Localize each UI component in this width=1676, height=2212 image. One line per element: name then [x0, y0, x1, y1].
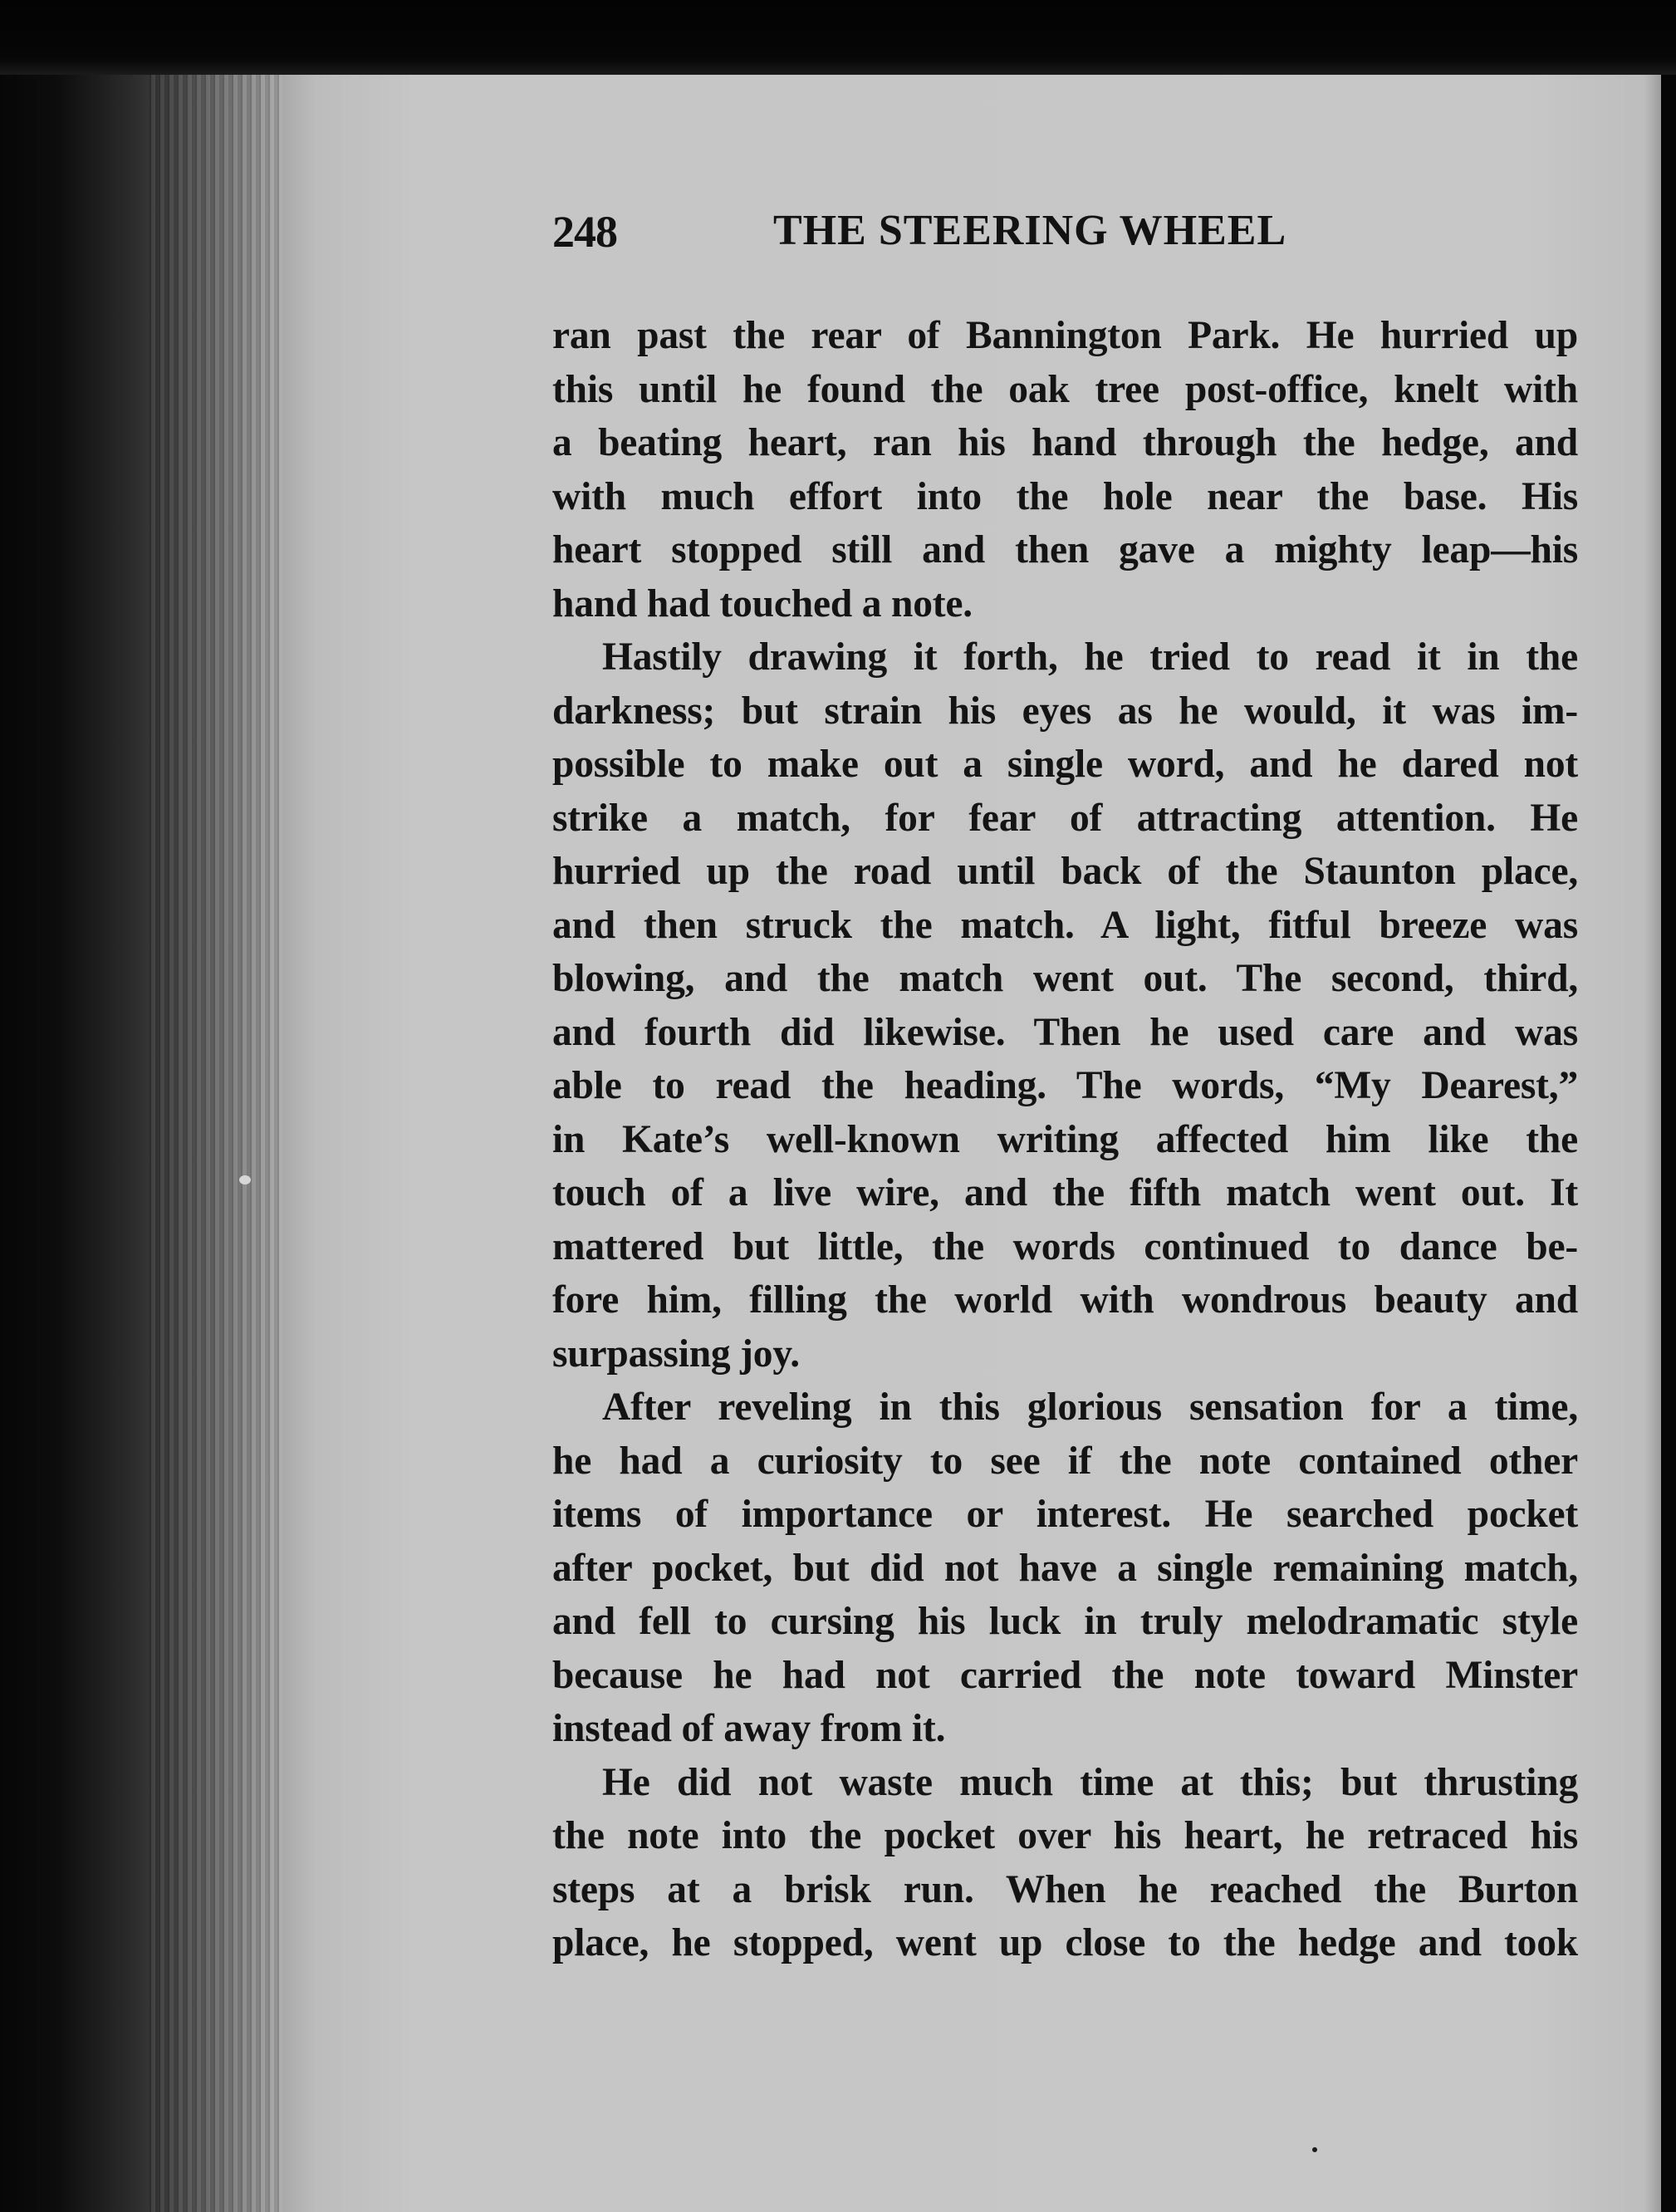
running-title: THE STEERING WHEEL — [773, 207, 1287, 254]
text-line: hurried up the road until back of the Staunton place, — [552, 850, 1578, 893]
scan-top-border — [0, 0, 1676, 75]
text-line: possible to make out a single word, and he dared not — [552, 743, 1578, 786]
text-line: after pocket, but did not have a single remaining match, — [552, 1546, 1578, 1590]
text-line: He did not waste much time at this; but thrusting — [602, 1760, 1578, 1804]
page-number: 248 — [552, 207, 617, 257]
text-line: ran past the rear of Bannington Park. He hurried up — [552, 314, 1578, 357]
text-line: he had a curiosity to see if the note contained other — [552, 1439, 1578, 1483]
text-line: heart stopped still and then gave a mighty leap—his — [552, 528, 1578, 571]
text-line: with much effort into the hole near the base. His — [552, 474, 1578, 518]
text-line: mattered but little, the words continued to dance be- — [552, 1224, 1578, 1268]
text-line: After reveling in this glorious sensation for a time, — [602, 1386, 1578, 1429]
text-line: strike a match, for fear of attracting attention. He — [552, 796, 1578, 840]
text-line: surpassing joy. — [552, 1332, 800, 1376]
text-line: hand had touched a note. — [552, 581, 973, 625]
running-head — [552, 206, 1578, 264]
dust-speck — [239, 1175, 251, 1184]
text-line: steps at a brisk run. When he reached the Burton — [552, 1867, 1578, 1911]
text-line: fore him, filling the world with wondrous beauty and — [552, 1278, 1578, 1322]
text-line: Hastily drawing it forth, he tried to read it in the — [602, 635, 1578, 679]
text-line: and fourth did likewise. Then he used care and was — [552, 1010, 1578, 1054]
text-line: and then struck the match. A light, fitful breeze was — [552, 903, 1578, 947]
text-line: darkness; but strain his eyes as he would, it was im- — [552, 689, 1578, 733]
text-line: because he had not carried the note toward Minster — [552, 1653, 1578, 1697]
text-line: able to read the heading. The words, “My Dearest,” — [552, 1064, 1578, 1107]
text-line: in Kate’s well-known writing affected him like the — [552, 1117, 1578, 1161]
text-line: blowing, and the match went out. The second, third, — [552, 957, 1578, 1000]
text-line: the note into the pocket over his heart, he retraced his — [552, 1814, 1578, 1857]
text-line: instead of away from it. — [552, 1707, 946, 1750]
text-line: touch of a live wire, and the fifth match went out. It — [552, 1171, 1578, 1214]
text-line: this until he found the oak tree post-office, knelt with — [552, 367, 1578, 411]
text-line: items of importance or interest. He searched pocket — [552, 1493, 1578, 1536]
text-line: a beating heart, ran his hand through the hedge, and — [552, 421, 1578, 464]
text-line: place, he stopped, went up close to the hedge and took — [552, 1921, 1578, 1964]
body-text — [552, 309, 1578, 1970]
dust-speck — [1312, 2147, 1317, 2152]
text-line: and fell to cursing his luck in truly melodramatic style — [552, 1600, 1578, 1643]
